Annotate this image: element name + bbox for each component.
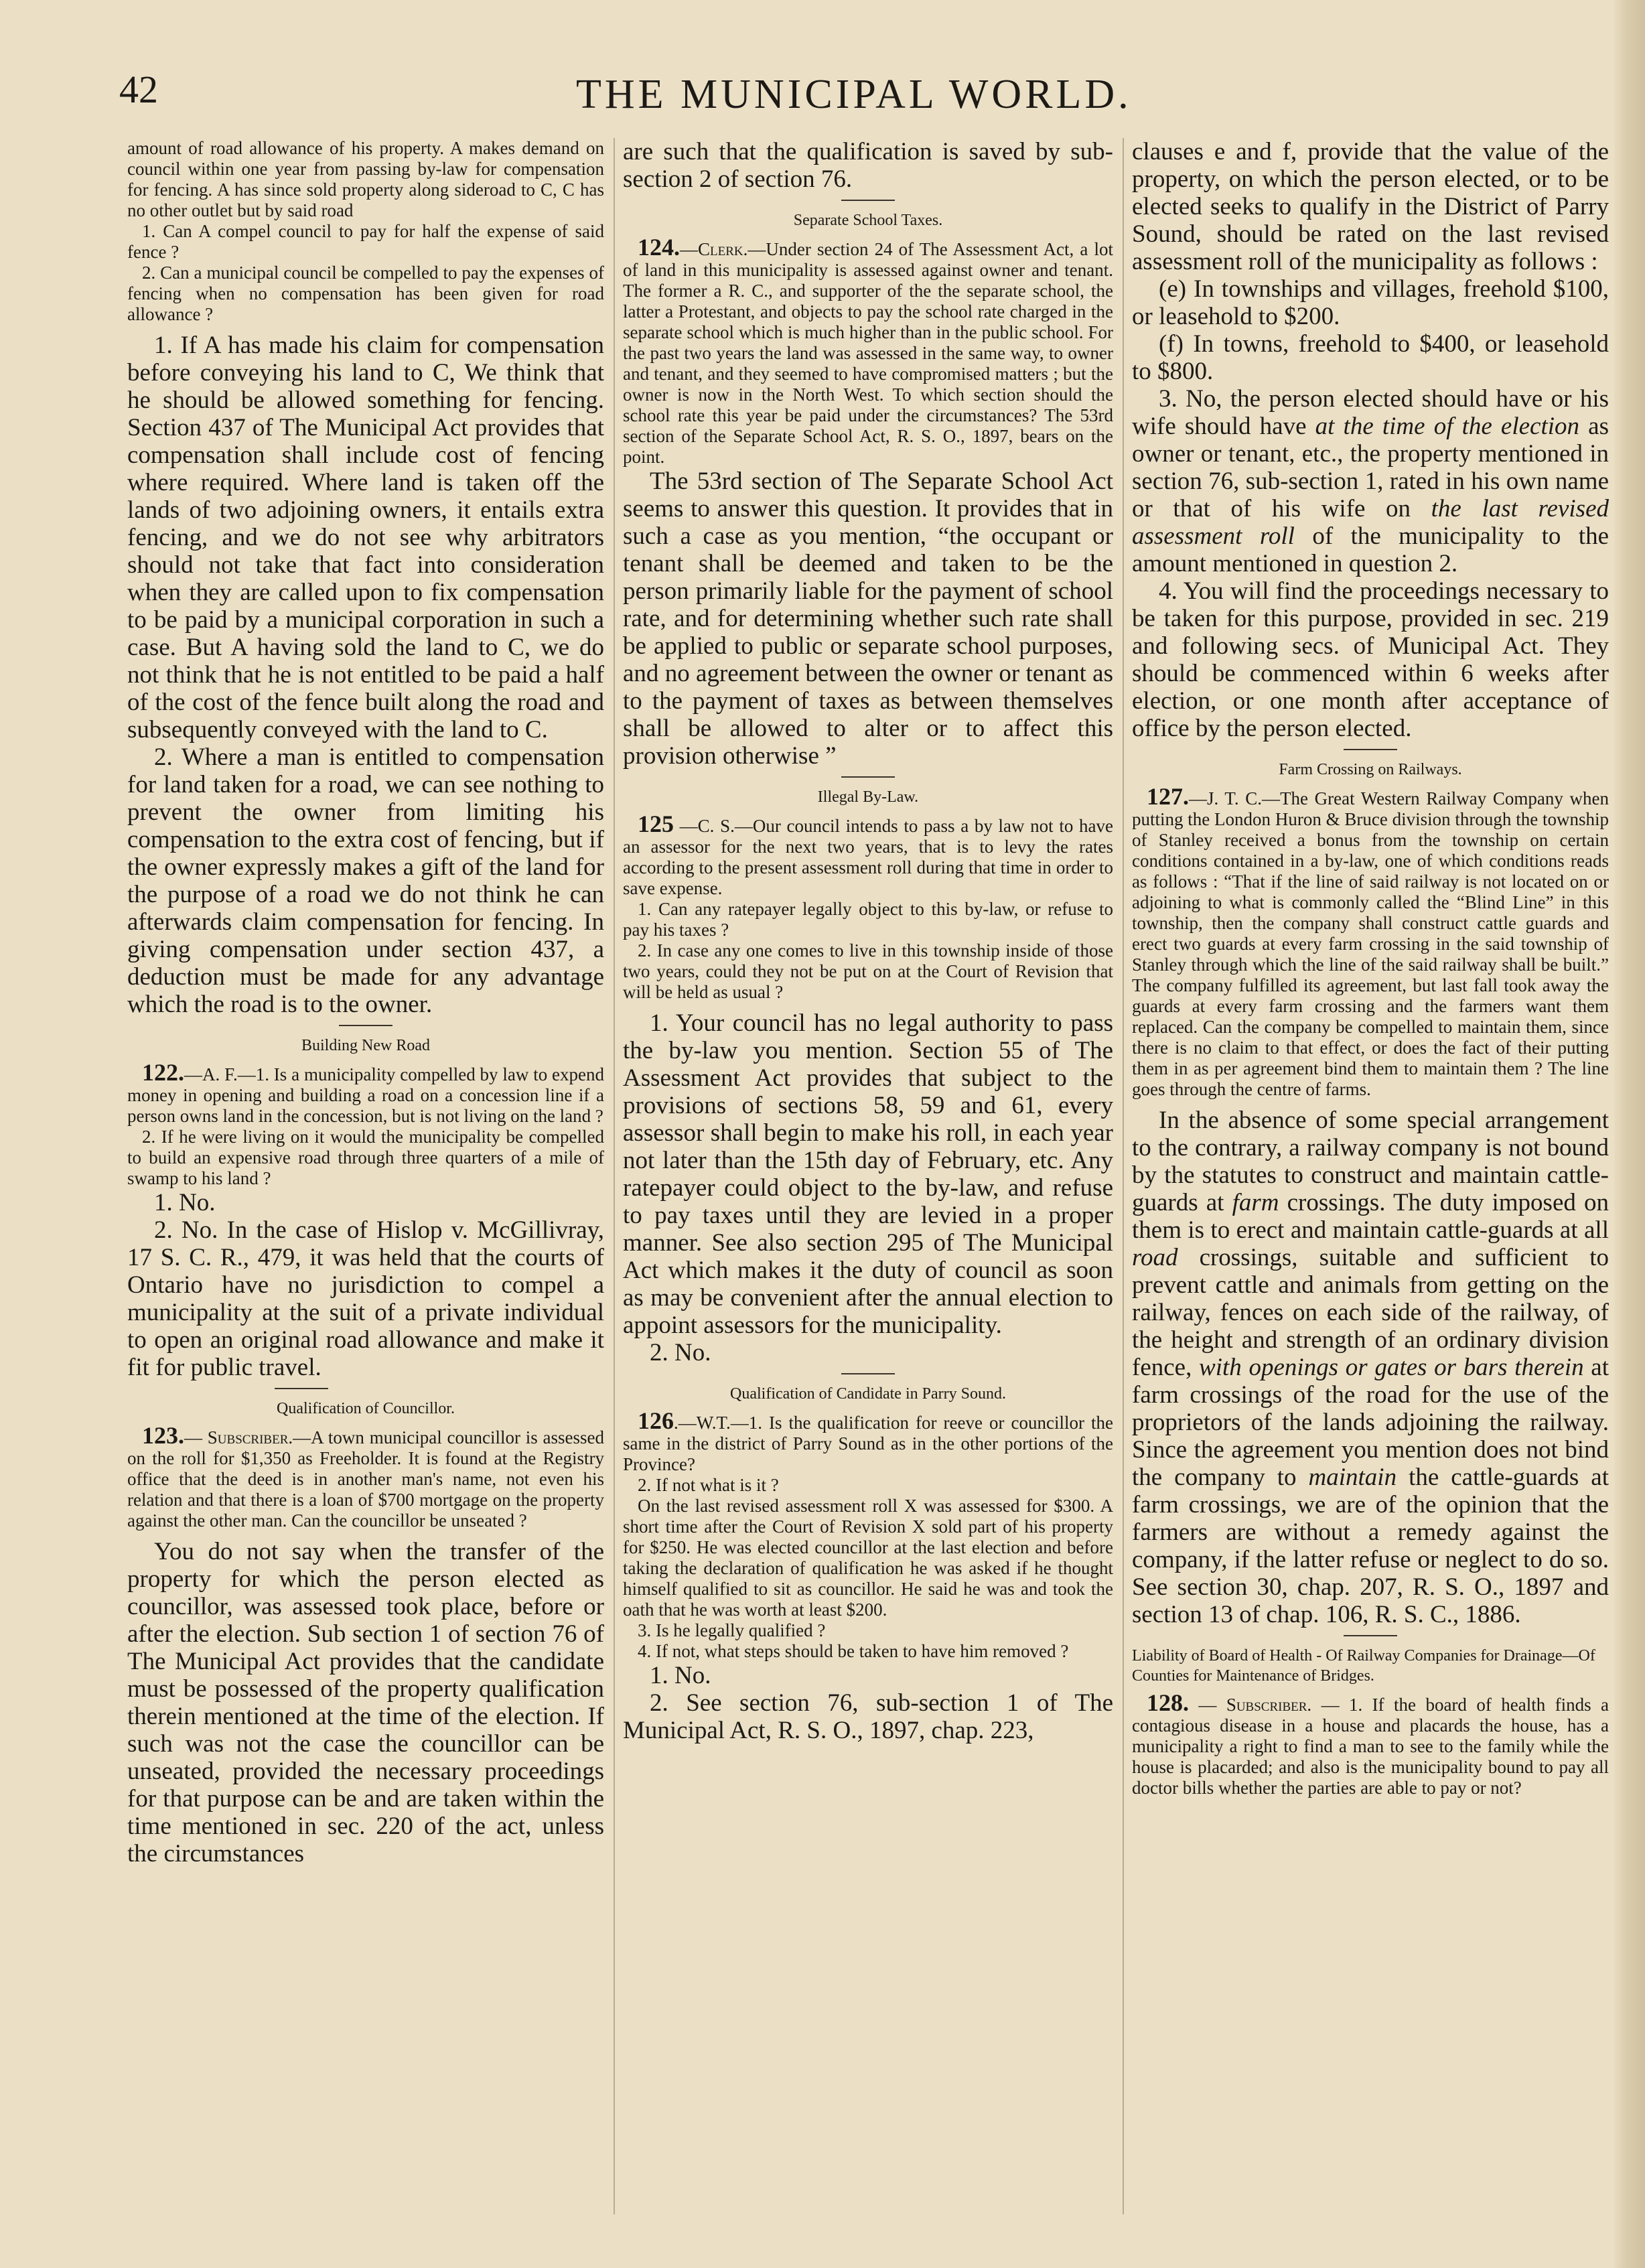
italic-run: with openings or gates or bars therein (1199, 1354, 1584, 1381)
question-text: 1. Is the qualification for reeve or councillor the same in the district of Parry Sound as in the other portions of the Province? (623, 1413, 1113, 1474)
question-125-part-1 (623, 810, 1113, 899)
question-126-part-3: On the last revised assessment roll X was assessed for $300. A short time after the Court of Revision X sold part of his property for $250. He was elected councillor at the last election and before taking the declaration of qualification he was asked if he thought himself qualified to sit as councillor. He said he was and took the oath that he was worth at least $200. (623, 1496, 1113, 1620)
question-text: 1. Is a municipality compelled by law to expend money in opening and building a road on a concession line if a person owns land in the concession, but is not living on the land ? (127, 1064, 604, 1126)
heading-separate-school-taxes: Separate School Taxes. (793, 212, 943, 229)
text-run: 3. No, the person elected should have or his wife should have (1132, 385, 1609, 440)
column-3 (1132, 138, 1609, 2221)
heading-qualification-parry-sound: Qualification of Candidate in Parry Sound. (730, 1385, 1006, 1403)
heading-liability-board-of-health: Liability of Board of Health - Of Railway Companies for Drainage—Of Counties for Maintenance of Bridges. (1132, 1647, 1595, 1685)
answer-121-part-1: 1. If A has made his claim for compensation before conveying his land to C, We think that he should be allowed something for fencing. Section 437 of The Municipal Act provides that compensation shall include cost of fencing where required. Where land is taken off the lands of two adjoining owners, it entails extra fencing, and we do not see why arbitrators should not take that fact into consideration when they are called upon to fix compensation to be paid by a municipal corporation in such a case. But A having sold the land to C, we do not think that he is not entitled to be paid a half of the cost of the fence built along the road and subsequently conveyed with the land to C. (127, 332, 604, 743)
question-126-part-2: 2. If not what is it ? (638, 1475, 779, 1495)
column-2 (623, 138, 1113, 2221)
question-126-part-4: 3. Is he legally qualified ? (638, 1620, 826, 1640)
text-run: at farm crossings of the road for the use of the proprietors of the lands adjoining the railway. Since the agreement you mention does not bind the company to (1132, 1354, 1609, 1491)
section-divider (275, 1388, 328, 1389)
page-binding-edge (1614, 0, 1645, 2268)
text-run: the cattle-guards at farm crossings, we are of the opinion that the farmers are without a remedy against the company, if the latter refuse or neglect to do so. See section 30, chap. 207, R. S. O., 1897 and section 13 of chap. 106, R. S. C., 1886. (1132, 1464, 1609, 1628)
correspondent: — Subscriber.— (184, 1427, 311, 1447)
heading-building-new-road: Building New Road (301, 1037, 430, 1054)
correspondent: —J. T. C.— (1189, 788, 1281, 808)
correspondent: —Clerk.— (680, 239, 766, 259)
question-125-part-3: 2. In case any one comes to live in this township inside of those two years, could they not be put on at the Court of Revision that will be held as usual ? (623, 940, 1113, 1002)
page-masthead: THE MUNICIPAL WORLD. (576, 72, 1132, 117)
question-number: 126 (638, 1407, 674, 1434)
answer-121-part-2: 2. Where a man is entitled to compensation for land taken for a road, we can see nothing to prevent the owner from limiting his compensation to the extra cost of fencing, but if the owner expressly makes a gift of the land for the purpose of a road we do not think he can afterwards claim compensation for fencing. In giving compensation under section 437, a deduction must be made for any advantage which the road is to the owner. (127, 743, 604, 1018)
question-124 (623, 234, 1113, 468)
answer-123: You do not say when the transfer of the property for which the person elected as councillor, was assessed took place, before or after the election. Sub section 1 of section 76 of The Municipal Act provides that the candidate must be possessed of the property qualification therein mentioned at the time of the election. If such was not the case the councillor can be unseated, provided the necessary proceedings for that purpose can be and are taken within the time mentioned in sec. 220 of the act, unless the circumstances (127, 1538, 604, 1867)
answer-126-part-1: 1. No. (650, 1662, 711, 1689)
question-text: The Great Western Railway Company when putting the London Huron & Bruce division through the township of Stanley received a bonus from the township on certain conditions contained in a by-law, one of which conditions reads as follows : “That if the line of said railway is not located on or adjoining to what is commonly called the “Blind Line” in this township, then the company shall construct cattle guards and erect two guards at every farm crossing in the said township of Stanley through which the line of the said railway shall be built.” The company fulfilled its agreement, but last fall took away the guards at every farm crossing and the farmers want them replaced. Can the company be compelled to maintain them, since there is no claim to that effect, or does the fact of their putting them in as per agreement bind them to maintain them ? The line goes through the centre of farms. (1132, 788, 1609, 1099)
question-number: 124. (638, 234, 680, 261)
text-run: as owner or tenant, etc., the property mentioned in section 76, sub-section 1, rated in his own name or that of his wife on (1132, 413, 1609, 522)
answer-125-part-2: 2. No. (650, 1339, 711, 1366)
answer-126-clause-e: (e) In townships and villages, freehold $100, or leasehold to $200. (1132, 275, 1609, 330)
question-number: 125 (638, 810, 674, 837)
question-122-part-2: 2. If he were living on it would the municipality be compelled to build an expensive road through three quarters of a mile of swamp to his land ? (127, 1127, 604, 1188)
question-126-part-1 (623, 1407, 1113, 1475)
section-divider (841, 776, 895, 778)
section-divider (339, 1025, 392, 1026)
question-number: 122. (142, 1059, 184, 1086)
text-run: In the absence of some special arrangement to the contrary, a railway company is not bound by the statutes to construct and maintain cattle-guards at (1132, 1107, 1609, 1216)
question-121-part-1: 1. Can A compel council to pay for half the expense of said fence ? (127, 221, 604, 262)
section-divider (1344, 749, 1397, 750)
question-number: 128. (1147, 1689, 1189, 1716)
correspondent: .—W.T.— (674, 1413, 749, 1433)
answer-126-part-2: 2. See section 76, sub-section 1 of The Municipal Act, R. S. O., 1897, chap. 223, (623, 1689, 1113, 1744)
answer-122-part-2: 2. No. In the case of Hislop v. McGillivray, 17 S. C. R., 479, it was held that the courts of Ontario have no jurisdiction to compel a municipality at the suit of a private individual to open an original road allowance and make it fit for public travel. (127, 1216, 604, 1381)
answer-125-part-1: 1. Your council has no legal authority to pass the by-law you mention. Section 55 of The Assessment Act provides that subject to the provisions of sections 58, 59 and 61, every assessor shall begin to make his roll, in each year not later than the 15th day of February, etc. Any ratepayer could object to the by-law, and refuse to pay taxes until they are levied in a proper manner. See also section 295 of The Municipal Act which makes it the duty of council as soon as may be convenient after the annual election to appoint assessors for the municipality. (623, 1009, 1113, 1339)
section-divider (841, 200, 895, 201)
question-121-part-2: 2. Can a municipal council be compelled to pay the expenses of fencing when no compensation has been given for road allowance ? (127, 263, 604, 324)
text-run: of the municipality to the amount mentioned in question 2. (1132, 522, 1609, 577)
question-number: 123. (142, 1422, 184, 1449)
question-127 (1132, 783, 1609, 1100)
heading-illegal-by-law: Illegal By-Law. (817, 788, 919, 806)
column-rule (614, 138, 615, 2214)
correspondent: —C. S.— (674, 816, 753, 836)
correspondent: — Subscriber. — (1189, 1695, 1340, 1715)
question-text: Our council intends to pass a by law not to have an assessor for the next two years, that is to levy the rates according to the present assessment roll during that time in order to save expense. (623, 816, 1113, 898)
correspondent: —A. F.— (184, 1064, 256, 1084)
answer-127 (1132, 1107, 1609, 1628)
italic-run: at the time of the election (1315, 413, 1580, 440)
heading-farm-crossing: Farm Crossing on Railways. (1279, 761, 1462, 778)
question-121-text: amount of road allowance of his property. A makes demand on council within one year from passing by-law for compensation for fencing. A has since sold property along sideroad to C, C has no other outlet but by said road (127, 138, 604, 220)
question-126-part-5: 4. If not, what steps should be taken to have him removed ? (638, 1641, 1069, 1661)
italic-run: maintain (1308, 1464, 1397, 1491)
answer-126-continued: clauses e and f, provide that the value of the property, on which the person elected, or to be elected seeks to qualify in the District of Parry Sound, should be rated on the last revised assessment roll of the municipality as follows : (1132, 138, 1609, 275)
answer-122-part-1: 1. No. (154, 1189, 216, 1216)
section-divider (1344, 1635, 1397, 1636)
answer-126-part-4: 4. You will find the proceedings necessary to be taken for this purpose, provided in sec. 219 and following secs. of Municipal Act. They should be commenced within 6 weeks after election, or one month after acceptance of office by the person elected. (1132, 577, 1609, 742)
text-run: crossings. The duty imposed on them is to erect and maintain cattle-guards at all (1132, 1189, 1609, 1244)
question-text: A town municipal councillor is assessed on the roll for $1,350 as Freeholder. It is found at the Registry office that the deed is in another man's name, not even his relation and that there is a loan of $700 mortgage on the property against the other man. Can the councillor be unseated ? (127, 1427, 604, 1531)
question-text: Under section 24 of The Assessment Act, a lot of land in this municipality is assessed against owner and tenant. The former a R. C., and supporter of the the separate school, the latter a Protestant, and objects to pay the school rate charged in the separate school which is much higher than in the public school. For the past two years the land was assessed in the same way, to owner and tenant, and they seemed to have compromised matters ; but the owner is now in the North West. To which section should the school rate this year be paid under the circumstances? The 53rd section of the Separate School Act, R. S. O., 1897, bears on the point. (623, 239, 1113, 467)
answer-126-part-3 (1132, 385, 1609, 577)
italic-run: road (1132, 1244, 1178, 1271)
answer-126-clause-f: (f) In towns, freehold to $400, or leasehold to $800. (1132, 330, 1609, 385)
column-1 (127, 138, 604, 2221)
heading-qualification-of-councillor: Qualification of Councillor. (277, 1400, 455, 1417)
question-text: 1. If the board of health finds a contagious disease in a house and placards the house, has a municipality a right to find a man to see to the family while the house is placarded; and also is the municipality bound to pay all doctor bills whether the parties are able to pay or not? (1132, 1695, 1609, 1798)
answer-123-continued: are such that the qualification is saved by sub-section 2 of section 76. (623, 138, 1113, 193)
text-run: crossings, suitable and sufficient to prevent cattle and animals from getting on the railway, fences on each side of the railway, of the height and strength of an ordinary division fence, (1132, 1244, 1609, 1381)
question-125-part-2: 1. Can any ratepayer legally object to this by-law, or refuse to pay his taxes ? (623, 899, 1113, 940)
question-122-part-1 (127, 1059, 604, 1127)
question-123 (127, 1422, 604, 1531)
section-divider (841, 1373, 895, 1374)
italic-run: the last revised assessment roll (1132, 495, 1609, 550)
italic-run: farm (1232, 1189, 1279, 1216)
question-number: 127. (1147, 783, 1189, 810)
question-128 (1132, 1689, 1609, 1798)
answer-124: The 53rd section of The Separate School Act seems to answer this question. It provides that in such a case as you mention, “the occupant or tenant shall be deemed and taken to be the person primarily liable for the payment of school rate, and for determining whether such rate shall be applied to public or separate school purposes, and no agreement between the owner or tenant as to the payment of taxes as between themselves shall be allowed to alter or to affect this provision otherwise ” (623, 468, 1113, 770)
column-rule (1123, 138, 1124, 2214)
page-number: 42 (119, 68, 158, 111)
